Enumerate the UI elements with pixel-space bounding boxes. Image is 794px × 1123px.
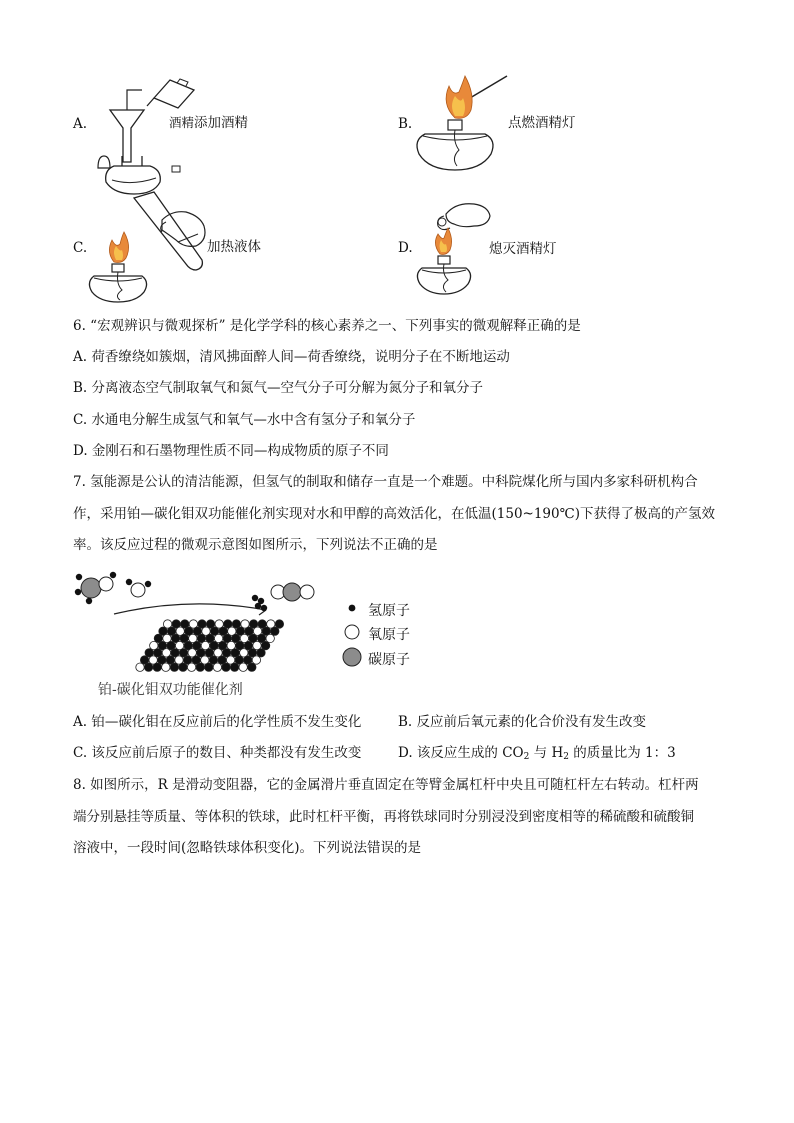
catalyst-atom	[230, 663, 238, 671]
q7-stem-line-2: 作，采用铂—碳化钼双功能催化剂实现对水和甲醇的高效活化，在低温(150~190℃)下获得了极高的产氢效	[73, 506, 715, 522]
q7-option-d	[398, 743, 676, 767]
catalyst-atom	[144, 663, 152, 671]
hydrogen-atom-symbol	[349, 605, 356, 612]
catalyst-atom	[222, 663, 230, 671]
q6-option-c: C. 水通电分解生成氢气和氧气—水中含有氢分子和氧分子	[73, 412, 416, 428]
option-b-label: 点燃酒精灯	[508, 115, 576, 131]
q7-option-d-post: 的质量比为 1：3	[568, 745, 676, 761]
catalyst-atom	[179, 663, 187, 671]
q6-option-d: D. 金刚石和石墨物理性质不同—构成物质的原子不同	[73, 443, 389, 459]
legend-hydrogen-label: 氢原子	[368, 603, 410, 619]
option-b-letter: B.	[398, 116, 413, 132]
catalyst-atom	[248, 663, 256, 671]
carbon-atom-symbol	[343, 648, 361, 666]
catalyst-lattice	[136, 620, 284, 672]
q7-option-a: A. 铂—碳化钼在反应前后的化学性质不发生变化	[73, 714, 362, 730]
option-a-label-text: 添加酒精	[194, 115, 249, 131]
catalyst-atom	[196, 663, 204, 671]
reaction-micro-diagram	[70, 570, 330, 680]
legend-carbon-label: 碳原子	[368, 652, 410, 668]
q6-option-b: B. 分离液态空气制取氧气和氮气—空气分子可分解为氮分子和氧分子	[73, 380, 484, 396]
catalyst-atom	[162, 663, 170, 671]
legend-oxygen-label: 氧原子	[368, 627, 410, 643]
q6-stem: 6. “宏观辨识与微观探析” 是化学学科的核心素养之一、下列事实的微观解释正确的是	[73, 318, 581, 334]
option-d-letter: D.	[398, 240, 413, 256]
option-a-letter: A.	[73, 116, 88, 132]
co2-molecule	[271, 583, 314, 601]
option-d-label: 熄灭酒精灯	[489, 241, 557, 257]
methanol-molecule	[75, 572, 116, 604]
q8-stem-line-1: 8. 如图所示，R 是滑动变阻器，它的金属滑片垂直固定在等臂金属杠杆中央且可随杠杆左右转动。杠杆两	[73, 777, 699, 793]
option-c-label: 加热液体	[207, 239, 261, 255]
lighting-alcohol-lamp-illustration	[415, 74, 510, 174]
option-a-label-prefix: 酒精	[169, 115, 195, 130]
catalyst-caption: 铂-碳化钼双功能催化剂	[98, 682, 243, 698]
heating-liquid-illustration	[92, 190, 212, 302]
catalyst-atom	[187, 663, 195, 671]
option-c-letter: C.	[73, 240, 88, 256]
water-molecule	[126, 579, 151, 597]
q7-option-b: B. 反应前后氧元素的化合价没有发生改变	[398, 714, 647, 730]
q8-stem-line-2: 端分别悬挂等质量、等体积的铁球，此时杠杆平衡，再将铁球同时分别浸没到密度相等的稀硫酸和硫酸铜	[73, 809, 694, 825]
q7-option-d-sub1: 2	[523, 752, 530, 762]
q7-option-d-pre: D. 该反应生成的 CO	[398, 745, 524, 761]
legend-symbols	[342, 598, 362, 668]
q7-option-d-mid: 与 H	[529, 745, 564, 761]
catalyst-atom	[205, 663, 213, 671]
q8-stem-line-3: 溶液中，一段时间(忽略铁球体积变化)。下列说法错误的是	[73, 840, 422, 856]
q7-stem-line-3: 率。该反应过程的微观示意图如图所示，下列说法不正确的是	[73, 537, 438, 553]
option-a-label	[169, 114, 248, 132]
q7-option-d-sub2: 2	[563, 752, 569, 762]
catalyst-atom	[213, 663, 221, 671]
catalyst-atom	[239, 663, 247, 671]
catalyst-atom	[170, 663, 178, 671]
oxygen-atom-symbol	[345, 625, 359, 639]
q7-option-c: C. 该反应前后原子的数目、种类都没有发生改变	[73, 745, 362, 761]
hydrogen-molecules	[252, 595, 267, 611]
q7-stem-line-1: 7. 氢能源是公认的清洁能源，但氢气的制取和储存一直是一个难题。中科院煤化所与国内多家科研机构合	[73, 474, 698, 490]
catalyst-atom	[153, 663, 161, 671]
catalyst-atom	[136, 663, 144, 671]
q6-option-a: A. 荷香缭绕如簇烟，清风拂面醉人间—荷香缭绕，说明分子在不断地运动	[73, 349, 510, 365]
